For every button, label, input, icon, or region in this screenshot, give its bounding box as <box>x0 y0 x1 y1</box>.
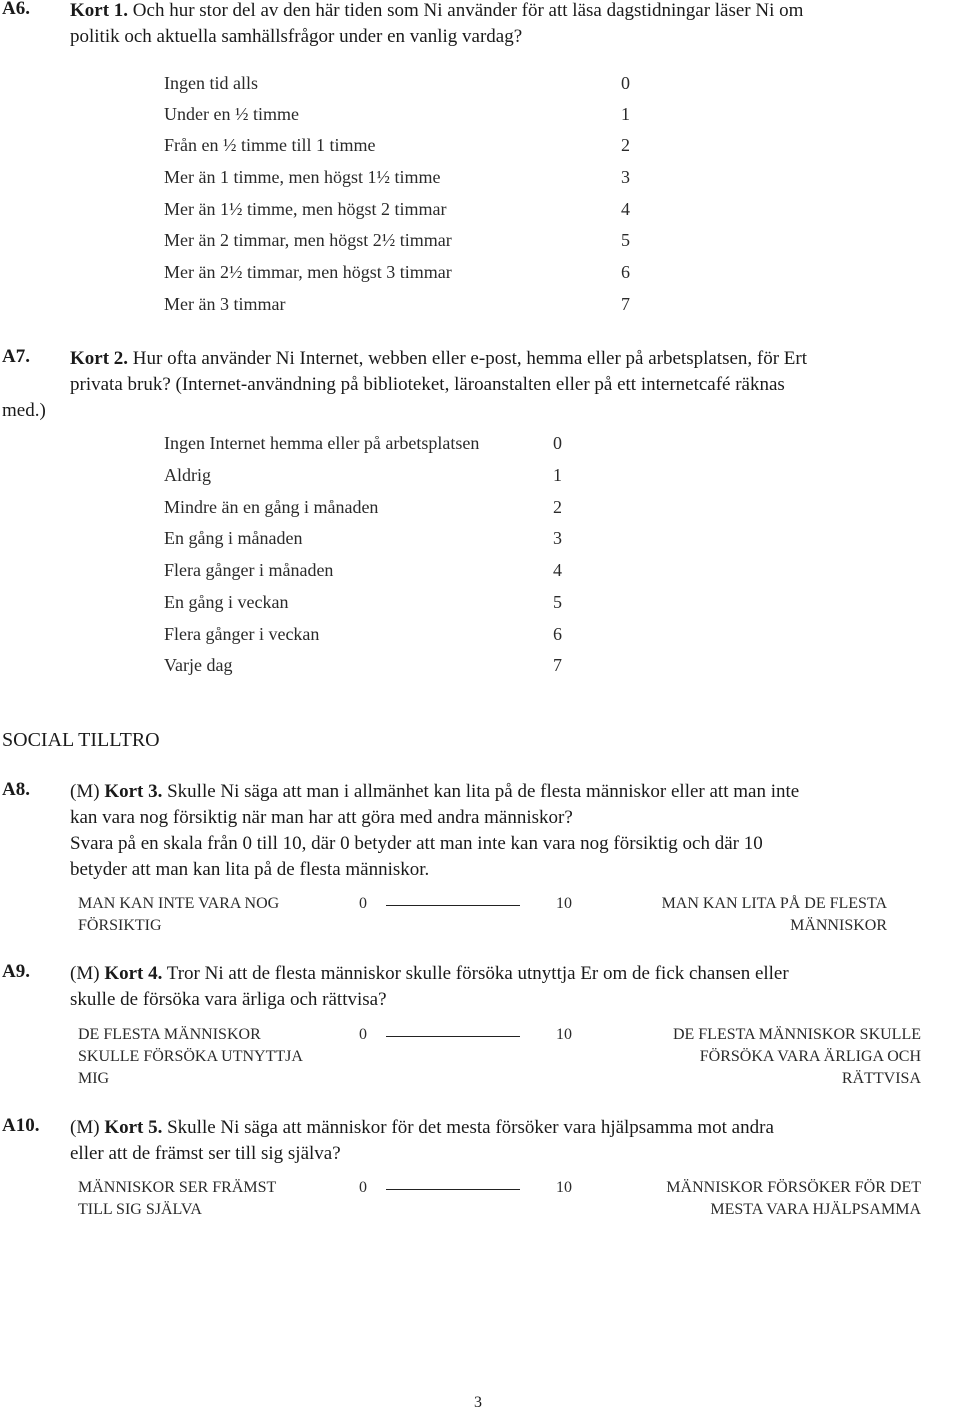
option-code: 5 <box>553 592 562 612</box>
option-code: 1 <box>621 104 630 124</box>
option-code: 3 <box>553 528 562 548</box>
option-code: 0 <box>621 73 630 93</box>
option-label: Flera gånger i veckan <box>164 624 320 644</box>
card-label-a7: Kort 2. <box>70 348 129 369</box>
option-code: 7 <box>553 655 562 675</box>
option-label: Varje dag <box>164 655 233 675</box>
scale-right-line1: DE FLESTA MÄNNISKOR SKULLE <box>672 1026 921 1043</box>
option-label: Mindre än en gång i månaden <box>164 497 379 517</box>
scale-right-line1: MÄNNISKOR FÖRSÖKER FÖR DET <box>666 1179 921 1196</box>
scale-min: 0 <box>359 1179 367 1196</box>
option-code: 3 <box>621 167 630 187</box>
question-text-a8 <box>70 779 960 883</box>
question-number-a10: A10. <box>2 1115 40 1136</box>
question-number-a6: A6. <box>2 0 30 19</box>
page-number: 3 <box>474 1394 482 1411</box>
question-a7-line2: privata bruk? (Internet-användning på biblioteket, läroanstalten eller på ett internetcafé räknas <box>70 374 785 395</box>
question-a7-line3: med.) <box>2 400 46 421</box>
scale-right-anchor <box>620 1024 921 1090</box>
question-a10-line1: Skulle Ni säga att människor för det mesta försöker vara hjälpsamma mot andra <box>167 1117 774 1138</box>
question-a9-line2: skulle de försöka vara ärliga och rättvisa? <box>70 989 387 1010</box>
card-label-a6: Kort 1. <box>70 0 129 21</box>
question-text-a6 <box>70 0 960 50</box>
card-label-a8: Kort 3. <box>104 781 163 802</box>
question-a6-line1: Och hur stor del av den här tiden som Ni använder för att läsa dagstidningar läser Ni om <box>132 0 804 21</box>
mode-marker-a9: (M) <box>70 963 100 984</box>
scale-right-line2: MESTA VARA HJÄLPSAMMA <box>710 1201 921 1218</box>
option-label: Mer än 1½ timme, men högst 2 timmar <box>164 199 447 219</box>
question-a8-line2: kan vara nog försiktig när man har att göra med andra människor? <box>70 807 573 828</box>
option-code: 7 <box>621 294 630 314</box>
scale-left-line3: MIG <box>78 1070 110 1087</box>
scale-line <box>386 1189 520 1190</box>
question-a7-line1: Hur ofta använder Ni Internet, webben eller e-post, hemma eller på arbetsplatsen, för Ert <box>132 348 808 369</box>
scale-max: 10 <box>556 895 572 912</box>
option-label: Mer än 3 timmar <box>164 294 286 314</box>
option-label: Ingen Internet hemma eller på arbetsplatsen <box>164 433 480 453</box>
question-number-a7: A7. <box>2 346 30 367</box>
scale-right-line3: RÄTTVISA <box>841 1070 921 1087</box>
question-text-a7 <box>70 346 960 398</box>
question-number-a9: A9. <box>2 961 30 982</box>
scale-max: 10 <box>556 1179 572 1196</box>
scale-right-anchor <box>614 1177 921 1221</box>
question-number-a8: A8. <box>2 779 30 800</box>
option-label: Mer än 2 timmar, men högst 2½ timmar <box>164 230 452 250</box>
option-label: En gång i veckan <box>164 592 289 612</box>
option-label: Ingen tid alls <box>164 73 258 93</box>
scale-right-line1: MAN KAN LITA PÅ DE FLESTA <box>661 895 887 912</box>
question-text-a10 <box>70 1115 960 1167</box>
option-code: 2 <box>553 497 562 517</box>
option-label: Under en ½ timme <box>164 104 299 124</box>
scale-line <box>386 905 520 906</box>
scale-left-line1: DE FLESTA MÄNNISKOR <box>78 1026 261 1043</box>
card-label-a10: Kort 5. <box>104 1117 163 1138</box>
option-code: 6 <box>621 262 630 282</box>
option-label: Från en ½ timme till 1 timme <box>164 135 376 155</box>
scale-line <box>386 1036 520 1037</box>
scale-left-anchor <box>78 1024 303 1090</box>
option-label: Aldrig <box>164 465 211 485</box>
option-code: 4 <box>553 560 562 580</box>
option-code: 0 <box>553 433 562 453</box>
section-title: SOCIAL TILLTRO <box>2 729 160 751</box>
option-code: 4 <box>621 199 630 219</box>
question-a10-line2: eller att de främst ser till sig själva? <box>70 1143 341 1164</box>
option-code: 6 <box>553 624 562 644</box>
mode-marker-a10: (M) <box>70 1117 100 1138</box>
question-a8-line1: Skulle Ni säga att man i allmänhet kan lita på de flesta människor eller att man inte <box>167 781 800 802</box>
scale-max: 10 <box>556 1026 572 1043</box>
scale-right-line2: FÖRSÖKA VARA ÄRLIGA OCH <box>699 1048 921 1065</box>
card-label-a9: Kort 4. <box>104 963 163 984</box>
option-code: 5 <box>621 230 630 250</box>
scale-left-line2: TILL SIG SJÄLVA <box>78 1201 202 1218</box>
scale-left-line1: MÄNNISKOR SER FRÄMST <box>78 1179 277 1196</box>
scale-left-line1: MAN KAN INTE VARA NOG <box>78 895 280 912</box>
mode-marker-a8: (M) <box>70 781 100 802</box>
question-a6-line2: politik och aktuella samhällsfrågor under en vanlig vardag? <box>70 26 523 47</box>
question-a9-line1: Tror Ni att de flesta människor skulle försöka utnyttja Er om de fick chansen eller <box>166 963 789 984</box>
option-code: 2 <box>621 135 630 155</box>
scale-right-anchor <box>614 893 887 937</box>
option-label: En gång i månaden <box>164 528 303 548</box>
question-a8-line4: betyder att man kan lita på de flesta människor. <box>70 859 430 880</box>
scale-min: 0 <box>359 1026 367 1043</box>
scale-left-anchor <box>78 893 279 937</box>
scale-left-line2: SKULLE FÖRSÖKA UTNYTTJA <box>78 1048 303 1065</box>
scale-min: 0 <box>359 895 367 912</box>
scale-left-anchor <box>78 1177 276 1221</box>
question-text-a9 <box>70 961 960 1013</box>
scale-right-line2: MÄNNISKOR <box>790 917 887 934</box>
option-code: 1 <box>553 465 562 485</box>
question-a8-line3: Svara på en skala från 0 till 10, där 0 betyder att man inte kan vara nog försiktig och där 10 <box>70 833 763 854</box>
option-label: Mer än 1 timme, men högst 1½ timme <box>164 167 441 187</box>
option-label: Mer än 2½ timmar, men högst 3 timmar <box>164 262 452 282</box>
option-label: Flera gånger i månaden <box>164 560 334 580</box>
scale-left-line2: FÖRSIKTIG <box>78 917 162 934</box>
